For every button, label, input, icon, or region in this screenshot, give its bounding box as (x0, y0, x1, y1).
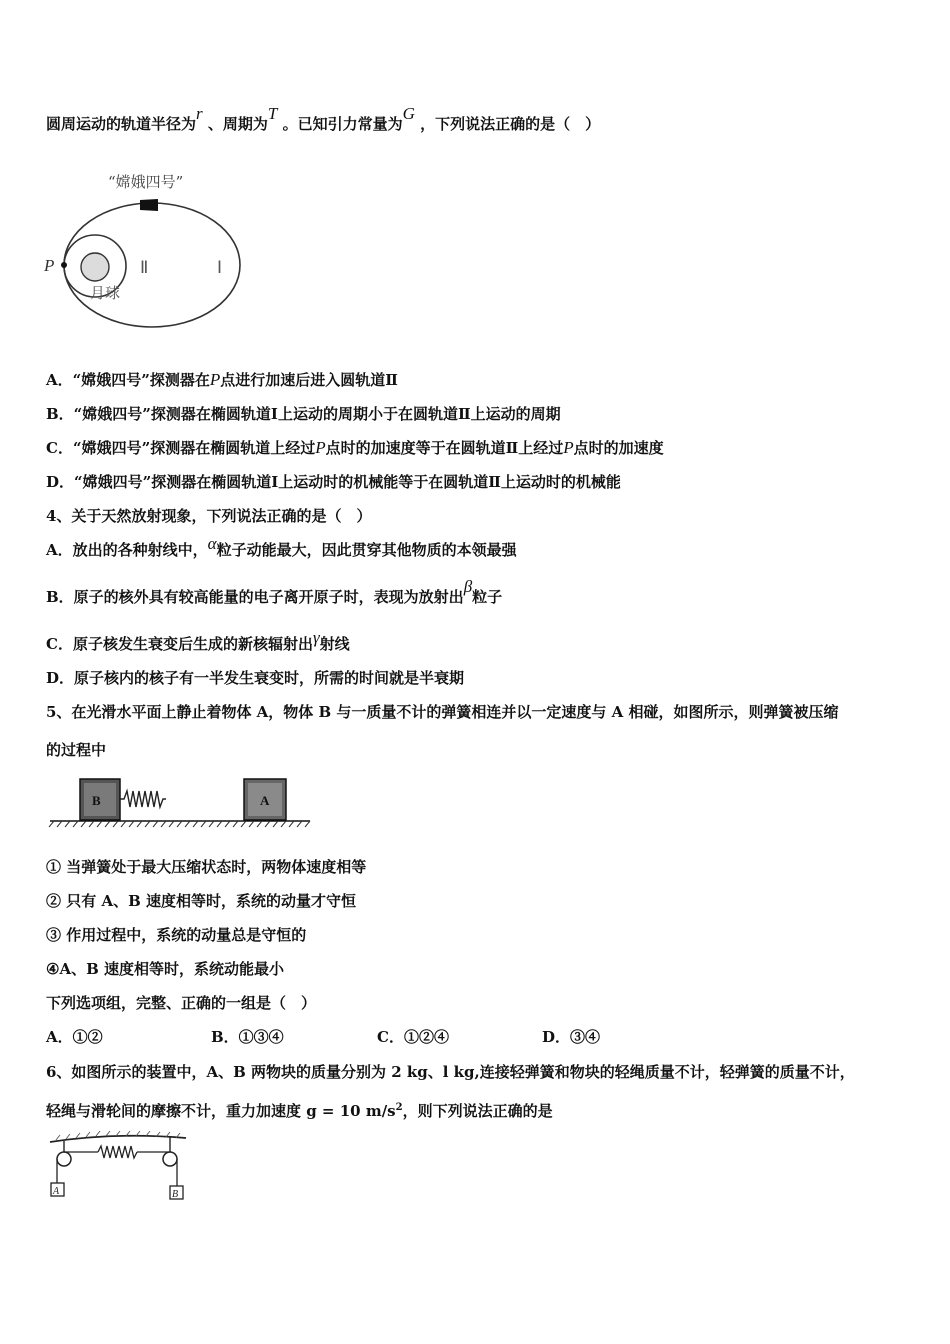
spring-horizontal (98, 1146, 137, 1158)
block-B-label: B (92, 793, 101, 808)
q4-option-d: D．原子核内的核子有一半发生衰变时，所需的时间就是半衰期 (46, 669, 465, 687)
probe-icon (140, 199, 158, 211)
q3-stem (46, 104, 601, 134)
moon (81, 253, 109, 281)
q3-option-c-text-3: 点时的加速度 (573, 439, 664, 457)
q6-stem-line-2-text-1: 轻绳与滑轮间的摩擦不计，重力加速度 g = 10 m/s (46, 1102, 396, 1120)
var-alpha: α (207, 534, 217, 553)
q5-stem-line-2: 的过程中 (46, 741, 107, 759)
var-P: P (563, 438, 574, 457)
q5-prompt: 下列选项组，完整、正确的一组是（ ） (46, 994, 317, 1012)
q6-stem-line-1: 6、如图所示的装置中，A、B 两物块的质量分别为 2 kg、l kg,连接轻弹簧和物块的轻绳质量不计，轻弹簧的质量不计， (46, 1063, 855, 1081)
var-G: G (402, 104, 415, 123)
q5-option-a: A．①② (46, 1028, 103, 1046)
probe-label: “嫦娥四号” (108, 173, 184, 191)
q4-option-a (46, 534, 517, 560)
var-r: r (196, 104, 203, 123)
q4-option-b-text-2: 粒子 (472, 588, 503, 606)
orbit-figure (40, 165, 260, 335)
orbit-II-label: Ⅱ (140, 258, 149, 277)
q3-stem-text-1: 圆周运动的轨道半径为 (46, 115, 197, 133)
q3-option-a-text-1: A．“嫦娥四号”探测器在 (46, 371, 210, 389)
pulley-spring-figure (46, 1128, 192, 1204)
q4-option-c (46, 628, 350, 654)
q5-statement-2: ② 只有 A、B 速度相等时，系统的动量才守恒 (46, 892, 356, 910)
q6-unit-exponent: 2 (395, 1102, 403, 1113)
point-P-marker (61, 262, 67, 268)
q5-option-d: D．③④ (542, 1028, 601, 1046)
q5-statement-3: ③ 作用过程中，系统的动量总是守恒的 (46, 926, 307, 944)
spring (120, 791, 166, 807)
block-B-label: B (172, 1189, 179, 1200)
q3-stem-text-2: 、周期为 (207, 115, 268, 133)
q4-option-c-text-2: 射线 (319, 635, 350, 653)
q3-option-a (46, 370, 398, 390)
q3-option-c-text-1: C．“嫦娥四号”探测器在椭圆轨道上经过 (46, 439, 316, 457)
q5-option-b: B．①③④ (211, 1028, 284, 1046)
block-A-label: A (53, 1186, 60, 1197)
q3-option-c (46, 438, 664, 458)
q3-stem-text-4: ，下列说法正确的是（ ） (420, 115, 601, 133)
q4-option-c-text-1: C．原子核发生衰变后生成的新核辐射出 (46, 635, 313, 653)
var-P: P (209, 370, 221, 389)
q4-option-a-text-1: A．放出的各种射线中， (46, 541, 208, 559)
ceiling (50, 1136, 186, 1142)
q3-stem-text-3: 。已知引力常量为 (282, 115, 403, 133)
pulley-right (163, 1152, 177, 1166)
q4-option-b-text-1: B．原子的核外具有较高能量的电子离开原子时，表现为放射出 (46, 588, 464, 606)
q3-option-c-text-2: 点时的加速度等于在圆轨道Ⅱ上经过 (325, 439, 564, 457)
q6-stem-line-2 (46, 1098, 553, 1121)
q3-option-b: B．“嫦娥四号”探测器在椭圆轨道Ⅰ上运动的周期小于在圆轨道Ⅱ上运动的周期 (46, 405, 561, 423)
ground-hatching (49, 821, 310, 827)
q6-stem-line-2-text-2: ，则下列说法正确的是 (402, 1102, 553, 1120)
q5-stem-line-1: 5、在光滑水平面上静止着物体 A，物体 B 与一质量不计的弹簧相连并以一定速度与 A 相碰，如图所示，则弹簧被压缩 (46, 703, 839, 721)
q4-option-b (46, 577, 503, 607)
orbit-I-label: Ⅰ (217, 258, 223, 277)
block-A-label: A (260, 793, 270, 808)
q5-statement-1: ① 当弹簧处于最大压缩状态时，两物体速度相等 (46, 858, 367, 876)
spring-collision-figure (48, 775, 316, 833)
q3-option-d: D．“嫦娥四号”探测器在椭圆轨道Ⅰ上运动时的机械能等于在圆轨道Ⅱ上运动时的机械能 (46, 473, 621, 491)
q4-option-a-text-2: 粒子动能最大，因此贯穿其他物质的本领最强 (216, 541, 517, 559)
q3-option-a-text-2: 点进行加速后进入圆轨道Ⅱ (220, 371, 398, 389)
var-gamma: γ (312, 628, 320, 647)
var-beta: β (463, 577, 473, 596)
pulley-left (57, 1152, 71, 1166)
q5-option-c: C．①②④ (377, 1028, 449, 1046)
q5-options (46, 1027, 646, 1047)
point-P-label: P (44, 256, 55, 275)
q5-statement-4: ④A、B 速度相等时，系统动能最小 (46, 960, 284, 978)
var-T: T (267, 104, 278, 123)
q4-stem: 4、关于天然放射现象，下列说法正确的是（ ） (46, 507, 372, 525)
moon-label: 月球 (90, 284, 121, 302)
var-P: P (315, 438, 326, 457)
